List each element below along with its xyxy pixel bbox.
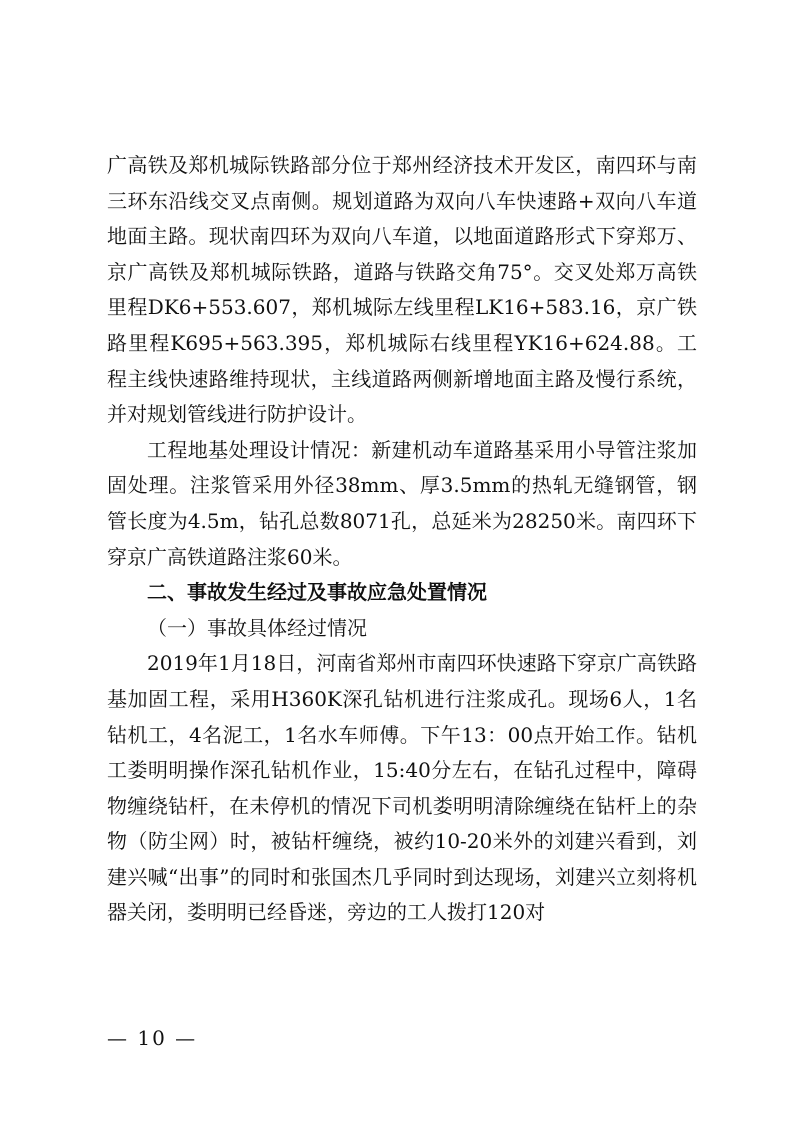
section-heading: 二、事故发生经过及事故应急处置情况 [147,580,487,605]
subsection-heading: （一）事故具体经过情况 [147,615,367,640]
document-body [107,148,697,931]
page-number: — 10 — [107,1026,198,1050]
body-paragraph-accident-details: 2019年1月18日，河南省郑州市南四环快速路下穿京广高铁路基加固工程，采用H360K深孔钻机进行注浆成孔。现场6人，1名钻机工，4名泥工，1名水车师傅。下午13：00点开始工作。钻机工娄明明操作深孔钻机作业，15:40分左右，在钻孔过程中，障碍物缠绕钻杆，在未停机的情况下司机娄明明清除缠绕在钻杆上的杂物（防尘网）时，被钻杆缠绕，被约10-20米外的刘建兴看到，刘建兴喊“出事”的同时和张国杰几乎同时到达现场，刘建兴立刻将机器关闭，娄明明已经昏迷，旁边的工人拨打120对 [107,651,697,925]
body-paragraph-foundation-treatment: 工程地基处理设计情况：新建机动车道路基采用小导管注浆加固处理。注浆管采用外径38mm、厚3.5mm的热轧无缝钢管，钢管长度为4.5m，钻孔总数8071孔，总延米为28250米。南四环下穿京广高铁道路注浆60米。 [107,437,697,569]
body-paragraph-project-overview: 广高铁及郑机城际铁路部分位于郑州经济技术开发区，南四环与南三环东沿线交叉点南侧。规划道路为双向八车快速路+双向八车道地面主路。现状南四环为双向八车道，以地面道路形式下穿郑万、京广高铁及郑机城际铁路，道路与铁路交角75°。交叉处郑万高铁里程DK6+553.607，郑机城际左线里程LK16+583.16，京广铁路里程K695+563.395，郑机城际右线里程YK16+624.88。工程主线快速路维持现状，主线道路两侧新增地面主路及慢行系统，并对规划管线进行防护设计。 [107,153,697,427]
